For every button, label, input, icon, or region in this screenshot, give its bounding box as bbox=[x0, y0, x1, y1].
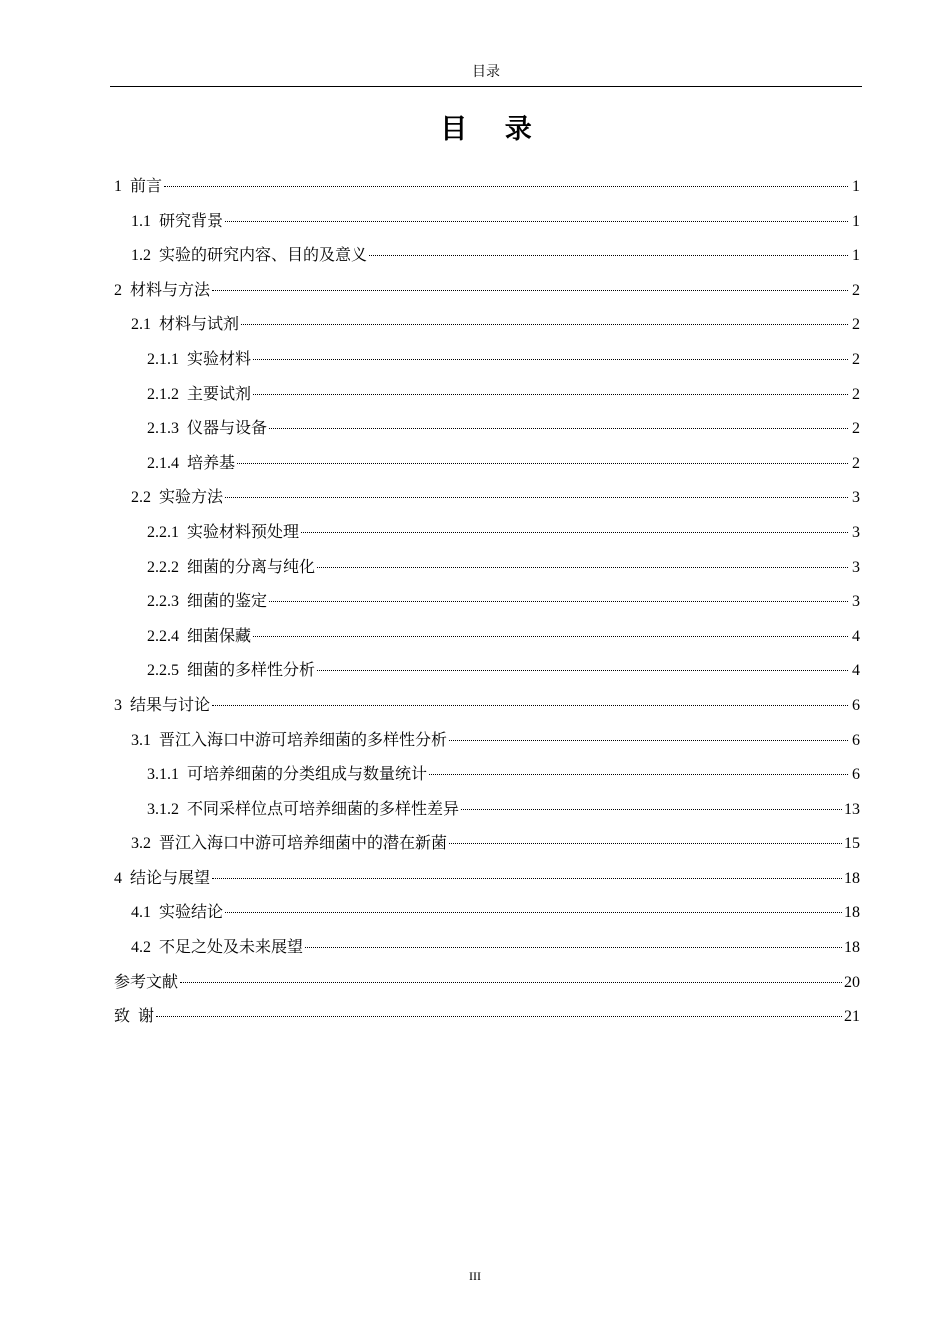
toc-entry-page: 18 bbox=[844, 939, 860, 957]
toc-entry[interactable] bbox=[114, 349, 860, 384]
toc-entry[interactable] bbox=[114, 937, 860, 972]
toc-dot-leader bbox=[369, 255, 848, 256]
toc-dot-leader bbox=[269, 601, 848, 602]
toc-entry-title: 细菌的多样性分析 bbox=[187, 662, 316, 680]
toc-entry-title: 细菌的分离与纯化 bbox=[187, 558, 316, 576]
toc-entry-number: 2.2.1 bbox=[147, 523, 179, 541]
toc-entry-number: 4 bbox=[114, 869, 122, 887]
toc-dot-leader bbox=[212, 878, 842, 879]
table-of-contents bbox=[114, 176, 860, 1041]
toc-entry-number: 2.1.1 bbox=[147, 350, 179, 368]
toc-entry-page: 2 bbox=[852, 350, 860, 368]
header-rule bbox=[110, 86, 862, 87]
toc-dot-leader bbox=[241, 324, 848, 325]
toc-entry-title: 不足之处及未来展望 bbox=[159, 939, 304, 957]
toc-dot-leader bbox=[461, 809, 842, 810]
toc-entry-page: 2 bbox=[852, 281, 860, 299]
toc-entry[interactable] bbox=[114, 487, 860, 522]
toc-entry[interactable] bbox=[114, 764, 860, 799]
toc-entry-page: 21 bbox=[844, 1008, 860, 1026]
toc-dot-leader bbox=[253, 394, 848, 395]
toc-entry-page: 18 bbox=[844, 869, 860, 887]
toc-entry[interactable] bbox=[114, 660, 860, 695]
toc-entry-number: 2.1.3 bbox=[147, 420, 179, 438]
toc-entry[interactable] bbox=[114, 453, 860, 488]
toc-entry-title: 实验的研究内容、目的及意义 bbox=[159, 247, 368, 265]
toc-entry[interactable] bbox=[114, 1006, 860, 1041]
toc-entry-title: 实验方法 bbox=[159, 489, 224, 507]
toc-entry[interactable] bbox=[114, 176, 860, 211]
toc-entry-page: 1 bbox=[852, 247, 860, 265]
toc-entry-title: 材料与方法 bbox=[130, 281, 211, 299]
toc-entry-page: 3 bbox=[852, 523, 860, 541]
toc-entry-title: 实验材料 bbox=[187, 350, 252, 368]
toc-entry-number: 3 bbox=[114, 696, 122, 714]
toc-entry[interactable] bbox=[114, 522, 860, 557]
toc-entry[interactable] bbox=[114, 245, 860, 280]
toc-dot-leader bbox=[156, 1016, 842, 1017]
toc-entry[interactable] bbox=[114, 314, 860, 349]
running-header: 目录 bbox=[472, 65, 500, 80]
toc-entry-page: 4 bbox=[852, 662, 860, 680]
toc-entry-page: 20 bbox=[844, 973, 860, 991]
toc-entry-page: 13 bbox=[844, 800, 860, 818]
toc-entry-title: 不同采样位点可培养细菌的多样性差异 bbox=[187, 800, 460, 818]
toc-entry[interactable] bbox=[114, 730, 860, 765]
toc-entry-page: 6 bbox=[852, 766, 860, 784]
toc-entry-title: 主要试剂 bbox=[187, 385, 252, 403]
toc-entry-page: 3 bbox=[852, 558, 860, 576]
toc-dot-leader bbox=[301, 532, 848, 533]
toc-entry-title: 实验材料预处理 bbox=[187, 523, 300, 541]
toc-dot-leader bbox=[225, 497, 848, 498]
toc-entry[interactable] bbox=[114, 868, 860, 903]
toc-dot-leader bbox=[317, 670, 848, 671]
toc-entry[interactable] bbox=[114, 280, 860, 315]
toc-entry-title: 前言 bbox=[130, 178, 163, 195]
toc-dot-leader bbox=[180, 982, 842, 983]
toc-entry-title: 材料与试剂 bbox=[159, 316, 240, 334]
toc-entry-number: 2.2 bbox=[131, 489, 151, 507]
toc-entry-page: 1 bbox=[852, 212, 860, 230]
toc-entry-number: 2.1.4 bbox=[147, 454, 179, 472]
toc-entry-page: 1 bbox=[852, 178, 860, 195]
toc-dot-leader bbox=[305, 947, 842, 948]
toc-entry-number: 2 bbox=[114, 281, 122, 299]
toc-dot-leader bbox=[449, 740, 848, 741]
toc-entry-page: 2 bbox=[852, 454, 860, 472]
toc-entry-title: 可培养细菌的分类组成与数量统计 bbox=[187, 766, 428, 784]
toc-dot-leader bbox=[253, 636, 848, 637]
toc-entry[interactable] bbox=[114, 591, 860, 626]
toc-entry-page: 4 bbox=[852, 627, 860, 645]
toc-entry-number: 3.1.1 bbox=[147, 766, 179, 784]
toc-dot-leader bbox=[269, 428, 848, 429]
toc-dot-leader bbox=[429, 774, 848, 775]
toc-entry[interactable] bbox=[114, 211, 860, 246]
toc-entry-number: 2.1.2 bbox=[147, 385, 179, 403]
toc-entry-page: 2 bbox=[852, 385, 860, 403]
toc-dot-leader bbox=[253, 359, 848, 360]
toc-entry-title: 结果与讨论 bbox=[130, 696, 211, 714]
toc-entry-number: 2.2.4 bbox=[147, 627, 179, 645]
toc-dot-leader bbox=[212, 705, 848, 706]
toc-entry-page: 3 bbox=[852, 593, 860, 611]
toc-entry[interactable] bbox=[114, 626, 860, 661]
toc-entry-number: 1.2 bbox=[131, 247, 151, 265]
toc-entry-title: 晋江入海口中游可培养细菌中的潜在新菌 bbox=[159, 835, 448, 853]
toc-entry-page: 2 bbox=[852, 316, 860, 334]
toc-entry-number: 3.1 bbox=[131, 731, 151, 749]
toc-dot-leader bbox=[237, 463, 848, 464]
toc-entry[interactable] bbox=[114, 557, 860, 592]
toc-entry-number: 2.2.5 bbox=[147, 662, 179, 680]
toc-entry-title: 细菌保藏 bbox=[187, 627, 252, 645]
toc-dot-leader bbox=[164, 186, 848, 187]
toc-entry-page: 18 bbox=[844, 904, 860, 922]
toc-entry[interactable] bbox=[114, 418, 860, 453]
toc-entry-number: 2.2.3 bbox=[147, 593, 179, 611]
toc-entry[interactable] bbox=[114, 799, 860, 834]
toc-dot-leader bbox=[317, 567, 848, 568]
toc-entry-title: 结论与展望 bbox=[130, 869, 211, 887]
toc-entry-page: 15 bbox=[844, 835, 860, 853]
toc-dot-leader bbox=[225, 221, 848, 222]
toc-entry-number: 2.2.2 bbox=[147, 558, 179, 576]
toc-entry-page: 2 bbox=[852, 420, 860, 438]
toc-entry-number: 1.1 bbox=[131, 212, 151, 230]
toc-entry-page: 6 bbox=[852, 696, 860, 714]
toc-entry-title: 培养基 bbox=[187, 454, 236, 472]
toc-entry-number: 3.2 bbox=[131, 835, 151, 853]
toc-entry-title: 实验结论 bbox=[159, 904, 224, 922]
toc-dot-leader bbox=[212, 290, 848, 291]
page-number: III bbox=[469, 1269, 481, 1283]
toc-entry-number: 2.1 bbox=[131, 316, 151, 334]
toc-entry[interactable] bbox=[114, 384, 860, 419]
toc-entry[interactable] bbox=[114, 695, 860, 730]
toc-entry-title: 细菌的鉴定 bbox=[187, 593, 268, 611]
toc-entry-number: 3.1.2 bbox=[147, 800, 179, 818]
toc-entry-title: 研究背景 bbox=[159, 212, 224, 230]
toc-title: 目 录 bbox=[440, 114, 546, 145]
toc-entry-number: 4.1 bbox=[131, 904, 151, 922]
toc-dot-leader bbox=[225, 912, 842, 913]
toc-entry-title: 晋江入海口中游可培养细菌的多样性分析 bbox=[159, 731, 448, 749]
toc-entry[interactable] bbox=[114, 833, 860, 868]
toc-entry-title: 仪器与设备 bbox=[187, 420, 268, 438]
toc-entry-page: 6 bbox=[852, 731, 860, 749]
toc-entry-number: 1 bbox=[114, 178, 122, 195]
toc-entry-page: 3 bbox=[852, 489, 860, 507]
toc-entry[interactable] bbox=[114, 972, 860, 1007]
toc-entry[interactable] bbox=[114, 902, 860, 937]
toc-entry-title: 参考文献 bbox=[114, 973, 179, 991]
toc-entry-number: 4.2 bbox=[131, 939, 151, 957]
toc-entry-title: 致 谢 bbox=[114, 1008, 155, 1026]
toc-dot-leader bbox=[449, 843, 842, 844]
